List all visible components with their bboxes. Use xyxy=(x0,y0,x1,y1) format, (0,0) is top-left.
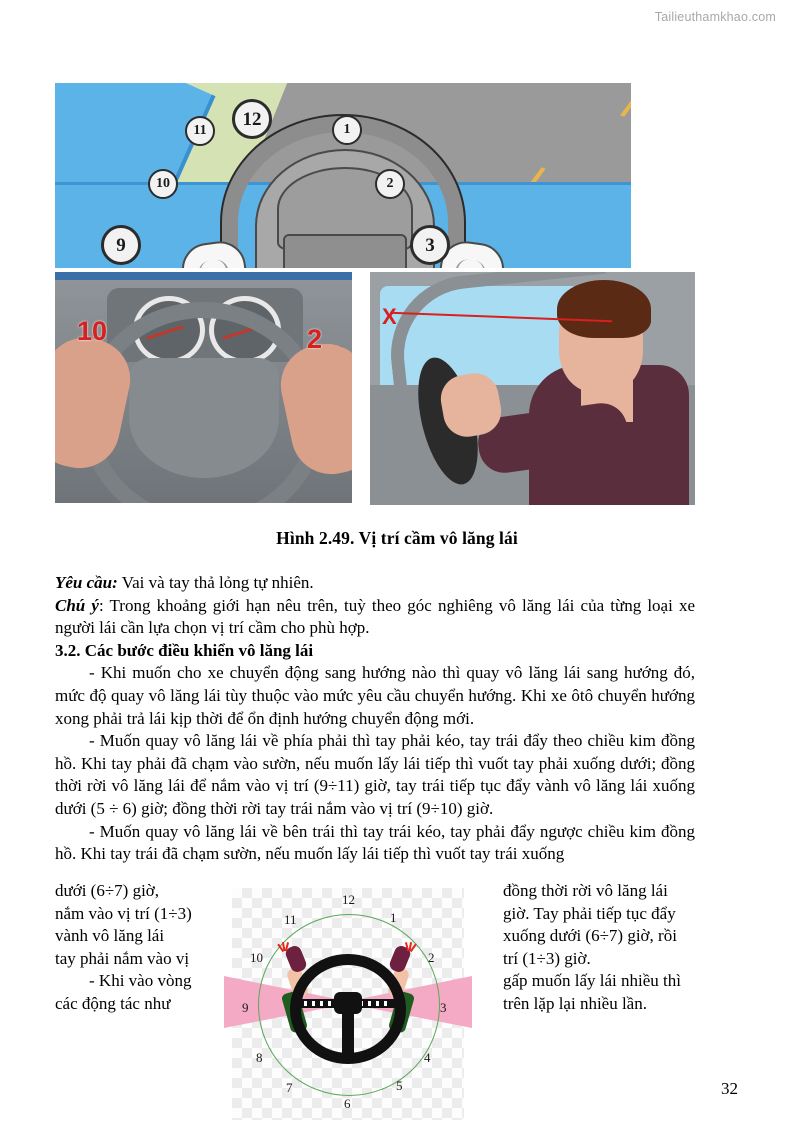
requirement-text: Vai và tay thả lỏng tự nhiên. xyxy=(117,573,314,592)
knuckle-lines xyxy=(449,258,487,268)
clock-number-4: 4 xyxy=(424,1050,431,1065)
wrap-right-line-2: giờ. Tay phải tiếp tục đẩy xyxy=(503,903,676,923)
requirement-paragraph xyxy=(55,572,695,595)
hands-on-wheel-dashboard-photo xyxy=(55,272,352,503)
note-paragraph xyxy=(55,595,695,640)
diagram-steering-wheel xyxy=(290,954,406,1064)
clock-number-1: 1 xyxy=(390,910,397,925)
clock-number-9: 9 xyxy=(242,1000,249,1015)
clock-number-5: 5 xyxy=(396,1078,403,1093)
clock-number-11: 11 xyxy=(284,912,297,927)
wrap-right-line-6: trên lặp lại nhiều lần. xyxy=(503,994,647,1014)
figure-caption: Hình 2.49. Vị trí cầm vô lăng lái xyxy=(276,528,518,548)
road-marking xyxy=(620,83,631,117)
note-label: Chú ý xyxy=(55,595,99,615)
clock-number-12: 12 xyxy=(342,892,355,907)
photo-top-strip xyxy=(55,272,352,280)
steering-wheel-hand-position-clock-diagram xyxy=(232,888,464,1120)
clock-number-10: 10 xyxy=(250,950,263,965)
requirement-label: Yêu cầu: xyxy=(55,573,118,592)
note-text: : Trong khoảng giới hạn nêu trên, tuỳ theo góc nghiêng vô lăng lái của từng loại xe người lái cần lựa chọn vị trí cầm cho phù hợp. xyxy=(55,595,696,638)
wrap-left-line-2: nắm vào vị trí (1÷3) xyxy=(55,903,192,923)
paragraph-1: - Khi muốn cho xe chuyển động sang hướng nào thì quay vô lăng lái sang hướng đó, mức độ quay vô lăng lái tùy thuộc vào mức yêu cầu chuyển hướng. Khi xe ôtô chuyển hướng xong phải trả lái kịp thời để ổn định hướng chuyển động mới. xyxy=(55,663,695,728)
photo-steering-wheel-center xyxy=(129,358,279,478)
driver-hair xyxy=(557,280,651,338)
clock-number-2: 2 xyxy=(428,950,435,965)
figure-2-49 xyxy=(55,83,695,505)
wrap-left-line-5: - Khi vào vòng xyxy=(89,971,192,991)
position-label-2: 2 xyxy=(306,324,322,354)
wrap-right-line-4: trí (1÷3) giờ. xyxy=(503,948,591,968)
clock-badge-3: 3 xyxy=(410,225,450,265)
wrap-right-column xyxy=(503,880,695,1016)
main-body-text xyxy=(55,572,695,866)
section-heading-3-2: 3.2. Các bước điều khiển vô lăng lái xyxy=(55,640,314,660)
wheel-rim xyxy=(290,954,406,1064)
paragraph-3: - Muốn quay vô lăng lái về bên trái thì tay trái kéo, tay phải đẩy ngược chiều kim đồng hồ. Khi tay trái đã chạm sườn, nếu muốn lấy lái tiếp thì vuốt tay trái xuống xyxy=(55,821,695,864)
clock-badge-10: 10 xyxy=(148,169,178,199)
photo-row xyxy=(55,272,695,505)
clock-badge-11: 11 xyxy=(185,116,215,146)
position-label-10: 10 xyxy=(77,316,108,346)
steering-wheel-clock-positions-illustration xyxy=(55,83,631,268)
clock-number-3: 3 xyxy=(440,1000,447,1015)
clock-badge-12: 12 xyxy=(232,99,272,139)
wrap-right-line-5: gấp muốn lấy lái nhiều thì xyxy=(503,971,681,991)
wrap-left-line-6: các động tác như xyxy=(55,994,171,1014)
driver-seating-posture-photo xyxy=(370,272,695,505)
knuckle-lines xyxy=(197,258,235,268)
x-marker-label: X xyxy=(382,304,397,329)
wrap-left-line-4: tay phải nắm vào vị xyxy=(55,948,190,968)
wrap-left-line-3: vành vô lăng lái xyxy=(55,926,165,946)
wrap-right-line-1: đồng thời rời vô lăng lái xyxy=(503,881,668,900)
left-grip-highlight xyxy=(274,942,298,966)
wrap-left-column xyxy=(55,880,223,1016)
right-grip-highlight xyxy=(398,942,422,966)
wrap-left-line-1: dưới (6÷7) giờ, xyxy=(55,881,160,900)
clock-badge-9: 9 xyxy=(101,225,141,265)
page-number: 32 xyxy=(721,1079,738,1098)
clock-number-8: 8 xyxy=(256,1050,263,1065)
paragraph-2: - Muốn quay vô lăng lái về phía phải thì tay phải kéo, tay trái đẩy theo chiều kim đồng hồ. Khi tay phải đã chạm vào sườn, nếu muốn lấy lái tiếp thì vuốt tay phải xuống dưới; đồng thời rời vô lăng lái để nắm vào vị trí (9÷11) giờ, tay trái tiếp tục đẩy vành vô lăng lái xuống dưới (5 ÷ 6) giờ; đồng thời rời tay trái nắm vào vị trí (9÷10) giờ. xyxy=(55,731,695,819)
clock-number-7: 7 xyxy=(286,1080,293,1095)
clock-badge-1: 1 xyxy=(332,115,362,145)
clock-number-6: 6 xyxy=(344,1096,351,1111)
site-watermark: Tailieuthamkhao.com xyxy=(654,10,776,24)
clock-badge-2: 2 xyxy=(375,169,405,199)
wrap-right-line-3: xuống dưới (6÷7) giờ, rồi xyxy=(503,926,677,946)
